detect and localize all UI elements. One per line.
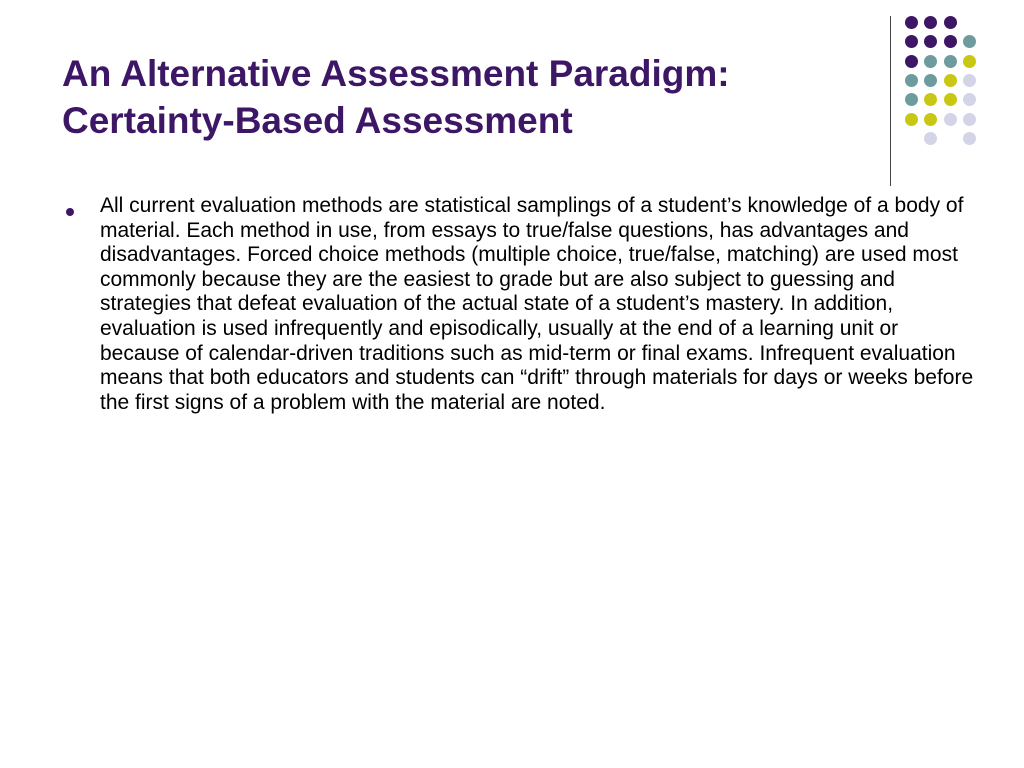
teal-dot-icon <box>924 55 937 68</box>
purple-dot-icon <box>924 35 937 48</box>
teal-dot-icon <box>905 93 918 106</box>
lavender-dot-icon <box>944 113 957 126</box>
slide-title <box>62 50 882 144</box>
lime-dot-icon <box>924 93 937 106</box>
bullet-dot-icon <box>66 208 74 216</box>
lime-dot-icon <box>924 113 937 126</box>
lime-dot-icon <box>905 113 918 126</box>
purple-dot-icon <box>944 16 957 29</box>
slide-body <box>60 194 975 415</box>
teal-dot-icon <box>944 55 957 68</box>
purple-dot-icon <box>905 55 918 68</box>
lavender-dot-icon <box>924 132 937 145</box>
purple-dot-icon <box>905 16 918 29</box>
title-line-1: An Alternative Assessment Paradigm: <box>62 53 730 94</box>
bullet-item <box>60 194 975 415</box>
purple-dot-icon <box>944 35 957 48</box>
lavender-dot-icon <box>963 74 976 87</box>
vertical-divider <box>890 16 891 186</box>
teal-dot-icon <box>924 74 937 87</box>
lavender-dot-icon <box>963 113 976 126</box>
purple-dot-icon <box>905 35 918 48</box>
teal-dot-icon <box>963 35 976 48</box>
lime-dot-icon <box>963 55 976 68</box>
lavender-dot-icon <box>963 93 976 106</box>
lime-dot-icon <box>944 93 957 106</box>
lime-dot-icon <box>944 74 957 87</box>
lavender-dot-icon <box>963 132 976 145</box>
purple-dot-icon <box>924 16 937 29</box>
teal-dot-icon <box>905 74 918 87</box>
bullet-text: All current evaluation methods are statistical samplings of a student’s knowledge of a body of material. Each method in use, from essays to true/false questions, has advantages and disadvantages. Forced choice methods (multiple choice, true/false, matching) are used most commonly because they are the easiest to grade but are also subject to guessing and strategies that defeat evaluation of the actual state of a student’s mastery. In addition, evaluation is used infrequently and episodically, usually at the end of a learning unit or because of calendar-driven traditions such as mid-term or final exams. Infrequent evaluation means that both educators and students can “drift” through materials for days or weeks before the first signs of a problem with the material are noted. <box>100 194 974 414</box>
title-line-2: Certainty-Based Assessment <box>62 100 573 141</box>
